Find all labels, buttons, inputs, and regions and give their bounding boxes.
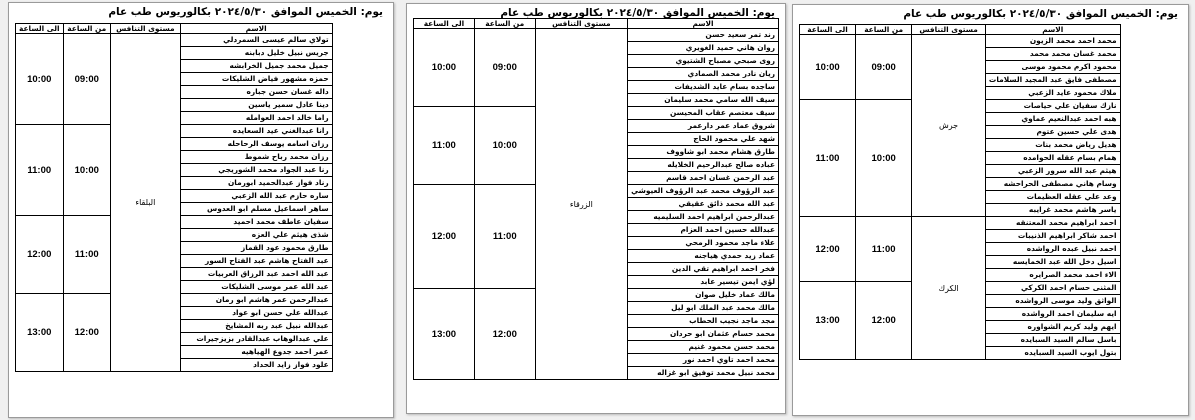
from-time: 10:00 — [474, 107, 535, 185]
student-name: ياسر هاشم محمد غرايبه — [985, 204, 1120, 217]
student-name: سيف معتصم عقاب المحيسن — [628, 107, 779, 120]
student-name: باسل سالم السيد السبايده — [985, 334, 1120, 347]
student-name: رزان محمد رباح شموط — [180, 151, 332, 164]
student-name: عبد الله عمر موسى الشليكات — [180, 281, 332, 294]
header-row — [16, 24, 333, 34]
from-time: 09:00 — [856, 35, 912, 100]
level-column-header: مستوى التنافس — [111, 24, 181, 34]
student-name: جميل محمد جميل الخرابشه — [180, 60, 332, 73]
student-name: مجد ماجد نجيب الحطاب — [628, 315, 779, 328]
name-column-header: الاسم — [180, 24, 332, 34]
student-name: احمد شاكر ابراهيم الذنيبات — [985, 230, 1120, 243]
student-name: عبد الله احمد عبد الرزاق العربيات — [180, 268, 332, 281]
student-name: رند تمر سعيد حسن — [628, 29, 779, 42]
from-time: 10:00 — [63, 125, 110, 216]
student-name: عماد زيد حمدي هياجنه — [628, 250, 779, 263]
student-name: محمد حسن محمود غنيم — [628, 341, 779, 354]
schedule-sheet-3 — [792, 4, 1189, 416]
student-name: همام بسام عقله الحوامده — [985, 152, 1120, 165]
student-name: حمزه مشهور فياض الشليكات — [180, 73, 332, 86]
student-name: محمد غسان محمد محمد — [985, 48, 1120, 61]
level-column-header: مستوى التنافس — [912, 25, 986, 35]
to-time: 13:00 — [800, 282, 856, 360]
student-name: عبد الرحمن غسان احمد قاسم — [628, 172, 779, 185]
student-name: عبدالله علي حسن ابو عواد — [180, 307, 332, 320]
from-time: 10:00 — [856, 100, 912, 217]
to-time: 12:00 — [800, 217, 856, 282]
student-name: علود فواز زايد الحداد — [180, 359, 332, 372]
student-name: علي عبدالوهاب عبدالقادر بزيزجيرات — [180, 333, 332, 346]
student-name: روى صبحي مصباح الشتيوي — [628, 55, 779, 68]
student-name: وعد علي عقله العظيمات — [985, 191, 1120, 204]
student-name: ساجده بسام عايد الشديفات — [628, 81, 779, 94]
student-name: محمد نبيل محمد توفيق ابو غزاله — [628, 367, 779, 380]
schedule-table — [15, 23, 333, 372]
student-name: محمد احمد محمد الزيون — [985, 35, 1120, 48]
student-name: احمد ابراهيم محمد المعتنقه — [985, 217, 1120, 230]
student-name: راما خالد احمد العوامله — [180, 112, 332, 125]
sheet-title: يوم: الخميس الموافق ٢٠٢٤/٥/٣٠ بكالوريوس طب عام — [903, 8, 1178, 20]
from-time: 12:00 — [474, 289, 535, 380]
student-name: هديل رياض محمد بنات — [985, 139, 1120, 152]
from-time: 09:00 — [63, 34, 110, 125]
table-row — [16, 34, 333, 47]
student-name: بتول ايوب السيد السبايده — [985, 347, 1120, 360]
student-name: فخر احمد ابراهيم تقي الدين — [628, 263, 779, 276]
student-name: عبدالرحمن ابراهيم احمد السليميه — [628, 211, 779, 224]
schedule-table — [799, 24, 1121, 360]
student-name: مالك محمد عبد الملك ابو ليل — [628, 302, 779, 315]
student-name: عبد الرؤوف محمد عبد الرؤوف العيوشي — [628, 185, 779, 198]
from-time: 11:00 — [474, 185, 535, 289]
student-name: عبدالله حسين احمد العزام — [628, 224, 779, 237]
from-column-header: من الساعة — [856, 25, 912, 35]
to-column-header: الى الساعة — [16, 24, 64, 34]
from-time: 12:00 — [63, 294, 110, 372]
student-name: هيثم عبد الله سرور الزعبي — [985, 165, 1120, 178]
schedule-table — [413, 18, 779, 380]
name-column-header: الاسم — [628, 19, 779, 29]
student-name: وسام هاني مصطفى الحراحشه — [985, 178, 1120, 191]
competition-level: الزرقاء — [535, 29, 627, 380]
student-name: شذى هيثم علي العزه — [180, 229, 332, 242]
student-name: رزان اسامه يوسف الرحاحله — [180, 138, 332, 151]
to-column-header: الى الساعة — [414, 19, 475, 29]
to-time: 11:00 — [16, 125, 64, 216]
from-column-header: من الساعة — [474, 19, 535, 29]
student-name: عبدالرحمن عمر هاشم ابو رمان — [180, 294, 332, 307]
student-name: هبه احمد عبدالنعيم عماوي — [985, 113, 1120, 126]
student-name: شهد علي محمود الحاج — [628, 133, 779, 146]
to-time: 10:00 — [16, 34, 64, 125]
to-column-header: الى الساعة — [800, 25, 856, 35]
from-time: 11:00 — [856, 217, 912, 282]
student-name: نازك سفيان علي حياصات — [985, 100, 1120, 113]
student-name: عبد الله محمد ذائق عقيقي — [628, 198, 779, 211]
header-row — [414, 19, 779, 29]
student-name: احمد نبيل عبده الرواشده — [985, 243, 1120, 256]
to-time: 10:00 — [414, 29, 475, 107]
student-name: الاء احمد محمد الصرايره — [985, 269, 1120, 282]
schedule-sheet-2 — [406, 3, 786, 414]
student-name: رنا عبد الجواد محمد الشوريجي — [180, 164, 332, 177]
competition-level: البلقاء — [111, 34, 181, 372]
student-name: ريان نادر محمد الصمادي — [628, 68, 779, 81]
from-column-header: من الساعة — [63, 24, 110, 34]
competition-level: الكرك — [912, 217, 986, 360]
student-name: طارق محمود عود القماز — [180, 242, 332, 255]
student-name: سيف الله سامي محمد سليمان — [628, 94, 779, 107]
student-name: لؤي ايمن تيسير عابد — [628, 276, 779, 289]
competition-level: جرش — [912, 35, 986, 217]
student-name: ساهر اسماعيل مسلم ابو العدوس — [180, 203, 332, 216]
student-name: داله غسان حسن جباره — [180, 86, 332, 99]
to-time: 13:00 — [16, 294, 64, 372]
table-row — [800, 217, 1121, 230]
student-name: عمر احمد جدوع الهياهيه — [180, 346, 332, 359]
student-name: طارق هشام محمد ابو شاووف — [628, 146, 779, 159]
student-name: عبد الفتاح هاشم عبد الفتاح السور — [180, 255, 332, 268]
from-time: 09:00 — [474, 29, 535, 107]
from-time: 12:00 — [856, 282, 912, 360]
to-time: 12:00 — [16, 216, 64, 294]
student-name: علاء ماجد محمود الرمحي — [628, 237, 779, 250]
table-row — [414, 29, 779, 42]
to-time: 13:00 — [414, 289, 475, 380]
student-name: تولاي سالم عيسى السمردلي — [180, 34, 332, 47]
student-name: المثنى حسام احمد الكركي — [985, 282, 1120, 295]
table-row — [800, 35, 1121, 48]
name-column-header: الاسم — [985, 25, 1120, 35]
level-column-header: مستوى التنافس — [535, 19, 627, 29]
to-time: 12:00 — [414, 185, 475, 289]
student-name: مصطفى فايق عبد المجيد السلامات — [985, 74, 1120, 87]
student-name: روان هاني حميد الغويري — [628, 42, 779, 55]
to-time: 10:00 — [800, 35, 856, 100]
from-time: 11:00 — [63, 216, 110, 294]
to-time: 11:00 — [414, 107, 475, 185]
sheet-title: يوم: الخميس الموافق ٢٠٢٤/٥/٣٠ بكالوريوس طب عام — [500, 7, 775, 19]
student-name: شروق عماد عمر دارعمر — [628, 120, 779, 133]
student-name: عباده صالح عبدالرحيم الخلايله — [628, 159, 779, 172]
student-name: اسيل دخل الله عبد الخمايسه — [985, 256, 1120, 269]
student-name: عبدالله نبيل عبد ربه المشايخ — [180, 320, 332, 333]
header-row — [800, 25, 1121, 35]
student-name: جريس نبيل خليل دبابنه — [180, 47, 332, 60]
student-name: ساره حازم عبد الله الزعبي — [180, 190, 332, 203]
student-name: ايه سليمان احمد الرواشده — [985, 308, 1120, 321]
student-name: الواثق وليد موسى الرواشده — [985, 295, 1120, 308]
student-name: دينا عادل سمير ياسين — [180, 99, 332, 112]
student-name: محمد احمد تاوي احمد نور — [628, 354, 779, 367]
student-name: محمد حسام عثمان ابو حردان — [628, 328, 779, 341]
student-name: سفيان عاطف محمد احميد — [180, 216, 332, 229]
sheet-title: يوم: الخميس الموافق ٢٠٢٤/٥/٣٠ بكالوريوس طب عام — [108, 6, 383, 18]
student-name: مالك عماد خليل صوان — [628, 289, 779, 302]
student-name: ايهم وليد كريم الشواوره — [985, 321, 1120, 334]
schedule-sheet-1 — [8, 2, 394, 418]
student-name: رانا عبدالغني عيد السعايده — [180, 125, 332, 138]
student-name: ملاك محمود عايد الزعبي — [985, 87, 1120, 100]
to-time: 11:00 — [800, 100, 856, 217]
student-name: هدى علي حسين عتوم — [985, 126, 1120, 139]
student-name: محمود اكرم محمود موسى — [985, 61, 1120, 74]
student-name: رناد فواز عبدالحميد ابورمان — [180, 177, 332, 190]
